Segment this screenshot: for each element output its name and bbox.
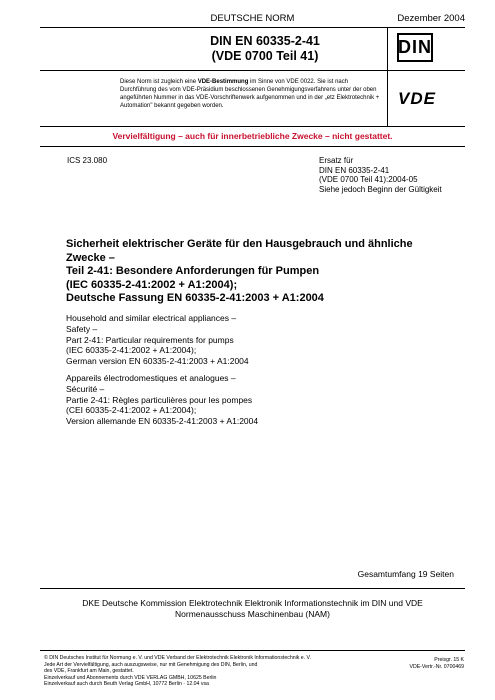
copyright-line: des VDE, Frankfurt am Main, gestattet. <box>44 668 134 675</box>
header-middle-rule <box>40 70 465 71</box>
title-line: Teil 2-41: Besondere Anforderungen für Pumpen <box>66 265 320 277</box>
copyright-line: Einzelverkauf und Abonnements durch VDE VERLAG GMBH, 10625 Berlin <box>44 674 217 681</box>
dke-line: DKE Deutsche Kommission Elektrotechnik Elektronik Informationstechnik im DIN und VDE <box>82 598 423 608</box>
top-bar <box>40 12 465 27</box>
replaces-block <box>319 156 469 194</box>
price-info <box>398 657 464 670</box>
replaces-line: (VDE 0700 Teil 41):2004-05 <box>319 175 418 184</box>
total-pages: Gesamtumfang 19 Seiten <box>357 569 454 579</box>
title-line: (CEI 60335-2-41:2002 + A1:2004); <box>66 405 197 416</box>
vde-logo: VDE <box>398 89 436 108</box>
title-line: Safety – <box>66 323 98 334</box>
din-logo: DIN <box>397 33 433 62</box>
title-line: Version allemande EN 60335-2-41:2003 + A1:2004 <box>66 416 259 427</box>
copy-warning: Vervielfältigung – auch für innerbetriebliche Zwecke – nicht gestattet. <box>112 131 393 141</box>
title-line: German version EN 60335-2-41:2003 + A1:2004 <box>66 356 249 367</box>
replaces-line: Siehe jedoch Beginn der Gültigkeit <box>319 184 442 194</box>
title-line: Zwecke – <box>66 251 115 264</box>
document-number-vde: (VDE 0700 Teil 41) <box>211 49 319 63</box>
warning-rule <box>40 146 465 147</box>
title-line: Deutsche Fassung EN 60335-2-41:2003 + A1:2004 <box>66 292 324 304</box>
header-divider <box>387 28 388 126</box>
order-number: VDE-Vertr.-Nr. 0700469 <box>409 663 464 670</box>
title-line: Household and similar electrical appliances – <box>66 313 237 323</box>
title-french <box>66 373 446 427</box>
title-english <box>66 313 446 367</box>
title-line: (IEC 60335-2-41:2002 + A1:2004); <box>66 278 238 291</box>
title-line: Part 2-41: Particular requirements for pumps <box>66 334 234 345</box>
title-line: Partie 2-41: Règles particulières pour les pompes <box>66 394 253 405</box>
document-number <box>175 34 355 64</box>
replaces-line: Ersatz für <box>319 156 354 165</box>
document-number-din: DIN EN 60335-2-41 <box>210 34 320 48</box>
title-german <box>66 238 446 306</box>
copyright-line: Jede Art der Vervielfältigung, auch auszugsweise, nur mit Genehmigung des DIN, Berlin, und <box>44 661 258 668</box>
vde-note-prefix: Diese Norm ist zugleich eine <box>120 79 198 85</box>
title-line: (IEC 60335-2-41:2002 + A1:2004); <box>66 345 197 356</box>
title-line: Appareils électrodomestiques et analogues – <box>66 373 236 383</box>
copyright-notice <box>44 655 410 688</box>
header-bottom-rule <box>40 126 465 127</box>
title-line: Sicherheit elektrischer Geräte für den Hausgebrauch und ähnliche <box>66 238 413 250</box>
publication-date: Dezember 2004 <box>397 13 465 24</box>
title-line: Sécurité – <box>66 383 105 394</box>
vde-note-rest: im Sinne von VDE 0022. Sie ist nach Durchführung des vom VDE-Präsidium beschlossenen Genehmigungsverfahrens unter der oben angeführten Nummer in das VDE-Vorschriftenwerk aufgenommen und in der „etz Elektrotechnik + Automation" bekannt gegeben worden. <box>120 79 380 109</box>
copyright-line: Einzelverkauf auch durch Beuth Verlag GmbH, 10772 Berlin · 12.04 vsa <box>44 681 209 688</box>
price-group: Preisgr. 15 K <box>434 657 464 663</box>
footer-rule <box>40 650 465 651</box>
ics-code: ICS 23.080 <box>67 156 108 165</box>
standard-label: DEUTSCHE NORM <box>210 13 295 24</box>
copyright-line: © DIN Deutsches Institut für Normung e. V. und VDE Verband der Elektrotechnik Elektronik Informationstechnik e. V. <box>44 655 311 661</box>
vde-note-bold: VDE-Bestimmung <box>197 79 249 85</box>
dke-line: Normenausschuss Maschinenbau (NAM) <box>175 608 330 619</box>
pages-rule <box>40 588 465 589</box>
top-rule <box>40 27 465 28</box>
dke-committee <box>40 598 465 619</box>
vde-note <box>120 78 386 110</box>
replaces-line: DIN EN 60335-2-41 <box>319 165 390 175</box>
